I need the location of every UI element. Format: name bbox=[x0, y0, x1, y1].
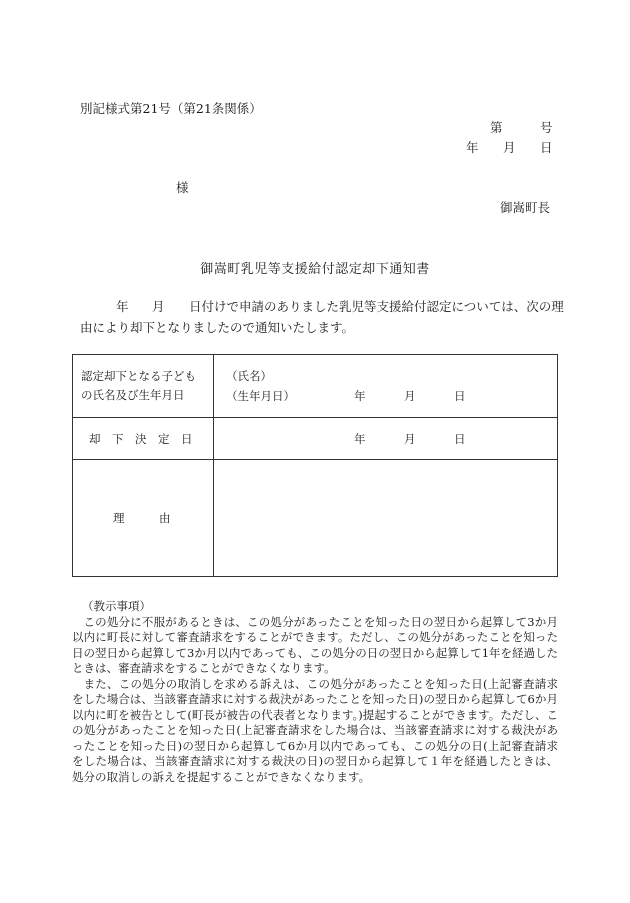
child-info-label-line2: の氏名及び生年月日 bbox=[81, 388, 185, 402]
rejection-form-table bbox=[72, 354, 558, 577]
document-title: 御嵩町乳児等支援給付認定却下通知書 bbox=[200, 262, 430, 277]
date-year: 年 bbox=[466, 140, 479, 155]
rejection-date-value-cell[interactable] bbox=[214, 418, 558, 460]
document-number-dai: 第 bbox=[490, 120, 503, 135]
issuer-name: 御嵩町長 bbox=[500, 200, 551, 215]
form-number-label: 別記様式第21号（第21条関係） bbox=[80, 101, 262, 116]
reason-label-cell bbox=[73, 460, 214, 577]
row-rejection-date bbox=[73, 418, 558, 460]
addressee-suffix: 様 bbox=[176, 180, 189, 195]
date-month: 月 bbox=[503, 140, 516, 155]
birth-day-label: 日 bbox=[454, 389, 466, 403]
birth-month-label: 月 bbox=[404, 389, 416, 403]
child-info-label-cell bbox=[73, 355, 214, 418]
reason-value-cell[interactable] bbox=[214, 460, 558, 577]
document-number-go: 号 bbox=[540, 120, 553, 135]
row-child-info bbox=[73, 355, 558, 418]
notice-heading: （教示事項） bbox=[82, 599, 151, 613]
rejection-date-label-cell bbox=[73, 418, 214, 460]
notice-section bbox=[72, 599, 558, 785]
child-name-label: （氏名） bbox=[226, 369, 272, 383]
child-info-value-cell[interactable] bbox=[214, 355, 558, 418]
row-reason bbox=[73, 460, 558, 577]
date-day: 日 bbox=[540, 140, 553, 155]
rejection-month-label: 月 bbox=[404, 432, 416, 446]
rejection-day-label: 日 bbox=[454, 432, 466, 446]
child-birth-label: （生年月日） bbox=[226, 389, 295, 403]
rejection-date-label: 却 下 決 定 日 bbox=[89, 431, 193, 446]
intro-year: 年 bbox=[116, 299, 129, 314]
birth-year-label: 年 bbox=[354, 389, 366, 403]
reason-label: 理 由 bbox=[113, 511, 171, 525]
rejection-year-label: 年 bbox=[354, 432, 366, 446]
intro-line1: 日付けで申請のありました乳児等支援給付認定については、次の理 bbox=[189, 299, 564, 314]
child-info-label-line1: 認定却下となる子ども bbox=[81, 369, 196, 383]
intro-month: 月 bbox=[152, 299, 165, 314]
notice-paragraph-2: また、この処分の取消しを求める訴えは、この処分があったことを知った日(上記審査請求をした場合は、当該審査請求に対する裁決があったことを知った日)の翌日から起算して6か月以内に町を被告として(町長が被告の代表者となります。)提起することができます。ただし、この処分があったことを知った日(上記審査請求をした場合は、当該審査請求に対する裁決があったことを知った日)の翌日から起算して6か月以内であっても、この処分の日(上記審査請求をした場合は、当該審査請求に対する裁決の日)の翌日から起算して１年を経過したときは、処分の取消しの訴えを提起することができなくなります。 bbox=[72, 676, 558, 784]
notice-paragraph-1: この処分に不服があるときは、この処分があったことを知った日の翌日から起算して3か月以内に町長に対して審査請求をすることができます。ただし、この処分があったことを知った日の翌日から起算して3か月以内であっても、この処分の日の翌日から起算して1年を経過したときは、審査請求をすることができなくなります。 bbox=[72, 614, 559, 675]
intro-line2: 由により却下となりましたので通知いたします。 bbox=[80, 320, 355, 335]
